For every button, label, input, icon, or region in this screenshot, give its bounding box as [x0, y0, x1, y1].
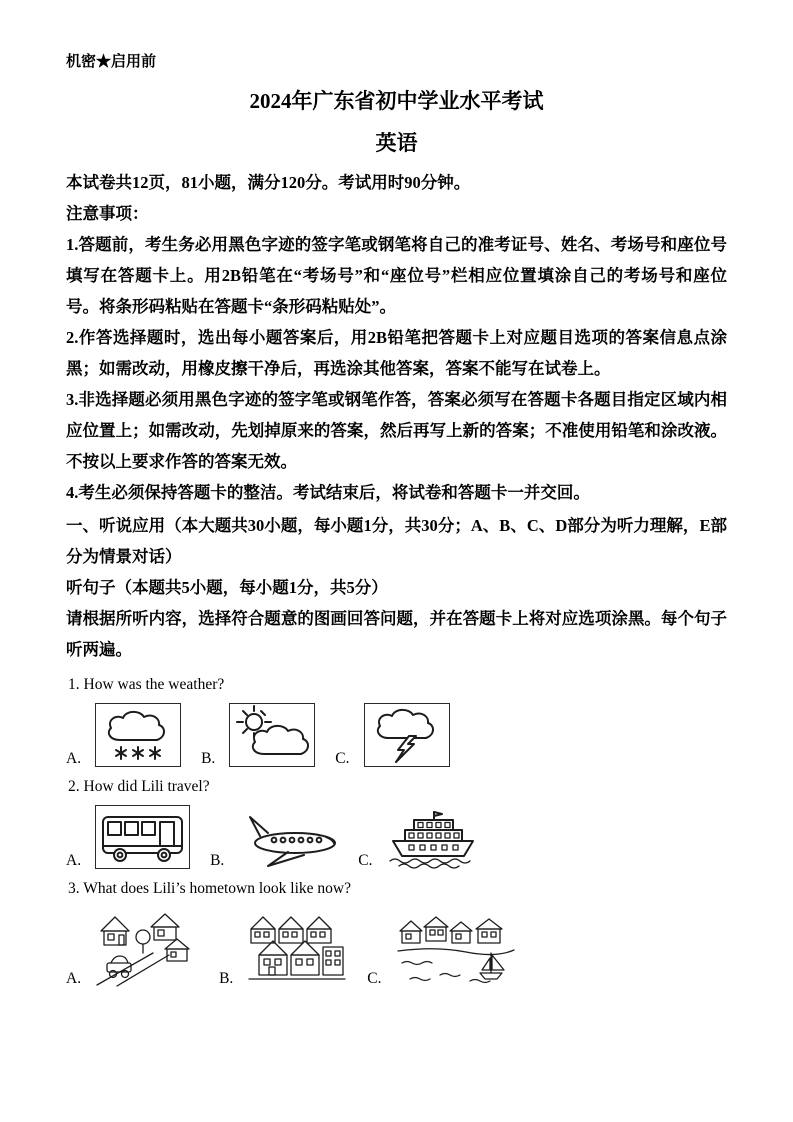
exam-summary: 本试卷共12页，81小题，满分120分。考试用时90分钟。 — [66, 173, 471, 192]
question-2 — [66, 777, 727, 869]
notice-item-3: 3.非选择题必须用黑色字迹的签字笔或钢笔作答，答案必须写在答题卡各题目指定区域内相应位置上；如需改动，先划掉原来的答案，然后再写上新的答案；不准使用铅笔和涂改液。不按以上要求作答的答案无效。 — [66, 390, 727, 471]
question-2-options — [66, 805, 727, 869]
question-1-option-b — [201, 703, 315, 767]
village-road-scene — [95, 907, 199, 987]
question-1 — [66, 675, 727, 767]
question-3-option-a — [66, 907, 199, 987]
section-heading: 一、听说应用（本大题共30小题，每小题1分，共30分；A、B、C、D部分为听力理解，E部分为情景对话） — [66, 516, 727, 566]
question-2-option-b — [210, 809, 338, 869]
question-3-option-c — [367, 907, 515, 987]
snowy-cloud-icon — [95, 703, 181, 767]
bus-icon — [95, 805, 190, 869]
ship-icon — [387, 805, 479, 869]
option-b-label: B. — [210, 852, 225, 869]
question-2-text: 2. How did Lili travel? — [68, 778, 210, 795]
option-b-label: B. — [201, 750, 216, 767]
question-2-option-a — [66, 805, 190, 869]
section-part-heading: 听句子（本题共5小题，每小题1分，共5分） — [66, 578, 388, 597]
question-3-option-b — [219, 907, 347, 987]
question-3-text: 3. What does Lili’s hometown look like now? — [68, 880, 351, 897]
notice-item-1: 1.答题前，考生务必用黑色字迹的签字笔或钢笔将自己的准考证号、姓名、考场号和座位号填写在答题卡上。用2B铅笔在“考场号”和“座位号”栏相应位置填涂自己的考场号和座位号。将条形码粘贴在答题卡“条形码粘贴处”。 — [66, 235, 727, 316]
secrecy-label: 机密★启用前 — [66, 54, 157, 70]
section-instructions: 请根据所听内容，选择符合题意的图画回答问题，并在答题卡上将对应选项涂黑。每个句子听两遍。 — [66, 609, 727, 659]
sun-behind-cloud-icon — [229, 703, 315, 767]
question-1-option-a — [66, 703, 181, 767]
exam-title: 2024年广东省初中学业水平考试 — [249, 89, 544, 113]
town-houses-scene — [247, 907, 347, 987]
option-c-label: C. — [358, 852, 373, 869]
airplane-icon — [238, 809, 338, 869]
option-b-label: B. — [219, 970, 234, 987]
option-a-label: A. — [66, 750, 82, 767]
question-1-text: 1. How was the weather? — [68, 676, 225, 693]
question-3-options — [66, 907, 727, 987]
question-2-option-c — [358, 805, 478, 869]
option-a-label: A. — [66, 970, 82, 987]
option-a-label: A. — [66, 852, 82, 869]
question-1-option-c — [335, 703, 449, 767]
notice-item-2: 2.作答选择题时，选出每小题答案后，用2B铅笔把答题卡上对应题目选项的答案信息点涂黑；如需改动，用橡皮擦干净后，再选涂其他答案，答案不能写在试卷上。 — [66, 328, 727, 378]
notice-heading: 注意事项： — [66, 204, 149, 223]
seaside-town-scene — [396, 907, 516, 987]
option-c-label: C. — [367, 970, 382, 987]
exam-subject: 英语 — [375, 131, 418, 155]
notice-item-4: 4.考生必须保持答题卡的整洁。考试结束后，将试卷和答题卡一并交回。 — [66, 483, 590, 502]
question-3 — [66, 879, 727, 987]
lightning-cloud-icon — [364, 703, 450, 767]
option-c-label: C. — [335, 750, 350, 767]
question-1-options — [66, 703, 727, 767]
